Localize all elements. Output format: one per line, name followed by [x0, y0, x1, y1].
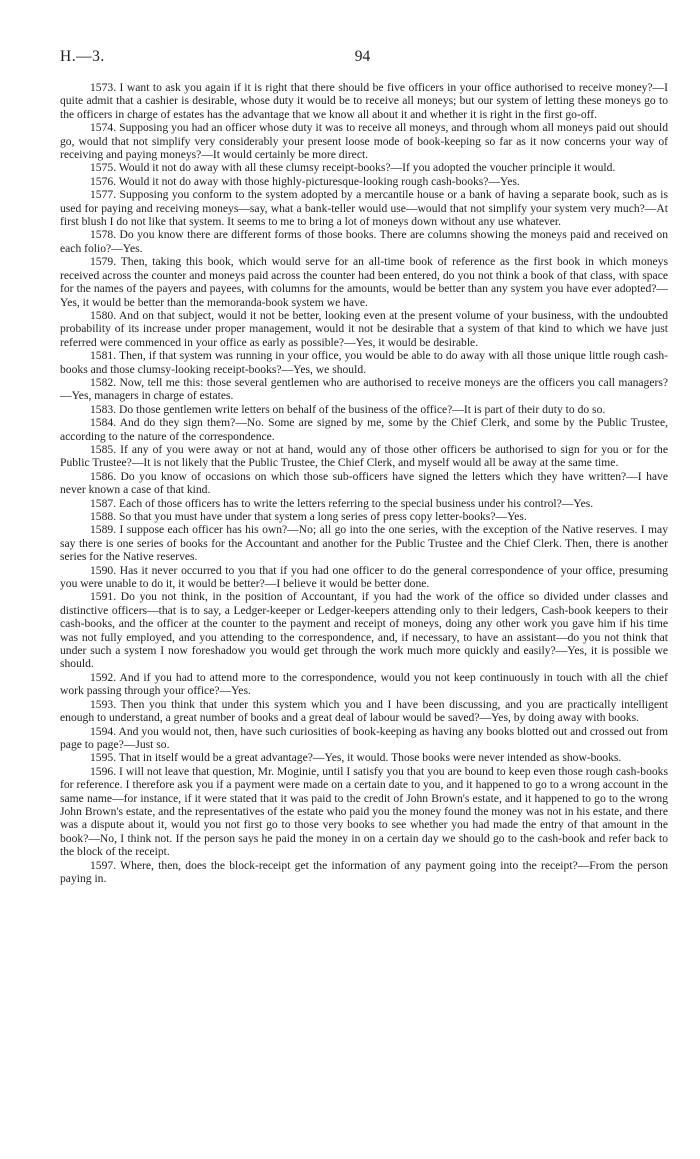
paragraph-q1580: 1580. And on that subject, would it not be better, looking even at the present volume of your business, with the undoubted probability of its increase under proper management, would it not be desirable that a system of that kind to which we have just referred were commenced in your office as early as possible?—Yes, it would be desirable.	[60, 308, 668, 349]
paragraph-q1593: 1593. Then you think that under this system which you and I have been discussing, and you are practically intelligent enough to understand, a great number of books and a great deal of labour would be saved?—Yes, by doing away with books.	[60, 697, 668, 725]
paragraph-q1596: 1596. I will not leave that question, Mr. Moginie, until I satisfy you that you are bound to keep even those rough cash-books for reference. I therefore ask you if a payment were made on a certain date to you, and it happened to go to a wrong account in the same name—for instance, if it were stated that it was paid to the credit of John Brown's estate, and it happened to go to the wrong John Brown's estate, and the representatives of the estate who paid you the money found the money was not in his estate, and there was a dispute about it, would you not first go to those very books to see whether you had made the entry of that amount in the book?—No, I think not. If the person says he paid the money in on a certain day we should go to the cash-book and refer back to the block of the receipt.	[60, 764, 668, 859]
paragraph-q1589: 1589. I suppose each officer has his own?—No; all go into the one series, with the exception of the Native reserves. I may say there is one series of books for the Accountant and another for the Public Trustee and the Chief Clerk. Then, there is another series for the Native reserves.	[60, 523, 668, 564]
paragraph-q1591: 1591. Do you not think, in the position of Accountant, if you had the work of the office so divided under classes and distinctive officers—that is to say, a Ledger-keeper or Ledger-keepers attending only to their ledgers, Cash-book keepers to their cash-books, and the officer at the counter to the payment and receipt of moneys, doing any other work you gave him if his time was not fully employed, and you attending to the correspondence, and, if necessary, to have an assistant—do you not think that under such a system I now foreshadow you would get through the work much more quickly and easily?—Yes, it is possible we should.	[60, 590, 668, 671]
paragraph-q1575: 1575. Would it not do away with all these clumsy receipt-books?—If you adopted the voucher principle it would.	[90, 161, 616, 175]
paragraph-q1578: 1578. Do you know there are different forms of those books. There are columns showing the moneys paid and received on each folio?—Yes.	[60, 228, 668, 255]
paragraph-q1573: 1573. I want to ask you again if it is right that there should be five officers in your office authorised to receive money?—I quite admit that a cashier is desirable, whose duty it would be to receive all moneys; but our system of letting these moneys go to the officers in charge of estates has the advantage that we know all about it and whether it is right in the first go-off.	[60, 81, 668, 121]
document-reference: H.—3.	[60, 48, 105, 65]
paragraph-q1582: 1582. Now, tell me this: those several gentlemen who are authorised to receive moneys are the officers you call managers?—Yes, managers in charge of estates.	[60, 375, 668, 403]
paragraph-q1586: 1586. Do you know of occasions on which those sub-officers have signed the letters which they have written?—I have never known a case of that kind.	[60, 469, 668, 497]
paragraph-q1592: 1592. And if you had to attend more to the correspondence, would you not keep continuously in touch with all the chief work passing through your office?—Yes.	[60, 670, 668, 698]
paragraph-q1588: 1588. So that you must have under that system a long series of press copy letter-books?—Yes.	[90, 510, 527, 523]
body-text	[60, 81, 668, 885]
paragraph-q1583: 1583. Do those gentlemen write letters on behalf of the business of the office?—It is part of their duty to do so.	[90, 402, 606, 416]
paragraph-q1584: 1584. And do they sign them?—No. Some are signed by me, some by the Chief Clerk, and some by the Public Trustee, according to the nature of the correspondence.	[60, 416, 668, 443]
paragraph-q1587: 1587. Each of those officers has to write the letters referring to the special business under his control?—Yes.	[90, 496, 594, 510]
paragraph-q1581: 1581. Then, if that system was running in your office, you would be able to do away with all those unique little rough cash-books and those clumsy-looking receipt-books?—Yes, we should.	[60, 349, 668, 376]
paragraph-q1590: 1590. Has it never occurred to you that if you had one officer to do the general correspondence of your office, presuming you were unable to do it, it would be better?—I believe it would be better done.	[60, 563, 668, 591]
paragraph-q1577: 1577. Supposing you conform to the system adopted by a mercantile house or a bank of having a separate book, such as is used for paying and receiving moneys—say, what a bank-teller would use—would that not simplify your system very much?—At first blush I do not like that system. It seems to me to bring a lot of moneys down without any use whatever.	[60, 188, 668, 229]
paragraph-q1585: 1585. If any of you were away or not at hand, would any of those other officers be authorised to sign for you or for the Public Trustee?—It is not likely that the Public Trustee, the Chief Clerk, and myself would all be away at the same time.	[60, 442, 668, 470]
paragraph-q1595: 1595. That in itself would be a great advantage?—Yes, it would. Those books were never intended as show-books.	[90, 751, 622, 765]
paragraph-q1594: 1594. And you would not, then, have such curiosities of book-keeping as having any books blotted out and crossed out from page to page?—Just so.	[60, 724, 668, 751]
paragraph-q1576: 1576. Would it not do away with those highly-picturesque-looking rough cash-books?—Yes.	[90, 174, 520, 188]
page-number: 94	[354, 48, 371, 65]
page-header	[60, 48, 665, 68]
paragraph-q1597: 1597. Where, then, does the block-receipt get the information of any payment going into the receipt?—From the person paying in.	[60, 858, 668, 885]
paragraph-q1574: 1574. Supposing you had an officer whose duty it was to receive all moneys, and through whom all moneys paid out should go, would that not simplify very considerably your present loose mode of book-keeping so far as it now concerns your way of receiving and paying moneys?—It would certainly be more direct.	[60, 121, 668, 162]
paragraph-q1579: 1579. Then, taking this book, which would serve for an all-time book of reference as the first book in which moneys received across the counter and moneys paid across the counter had been entered, do you not think a book of that class, with space for the names of the payers and payees, with columns for the amounts, would be better than any system you have ever adopted?—Yes, it would be better than the memoranda-book system we have.	[60, 255, 668, 309]
